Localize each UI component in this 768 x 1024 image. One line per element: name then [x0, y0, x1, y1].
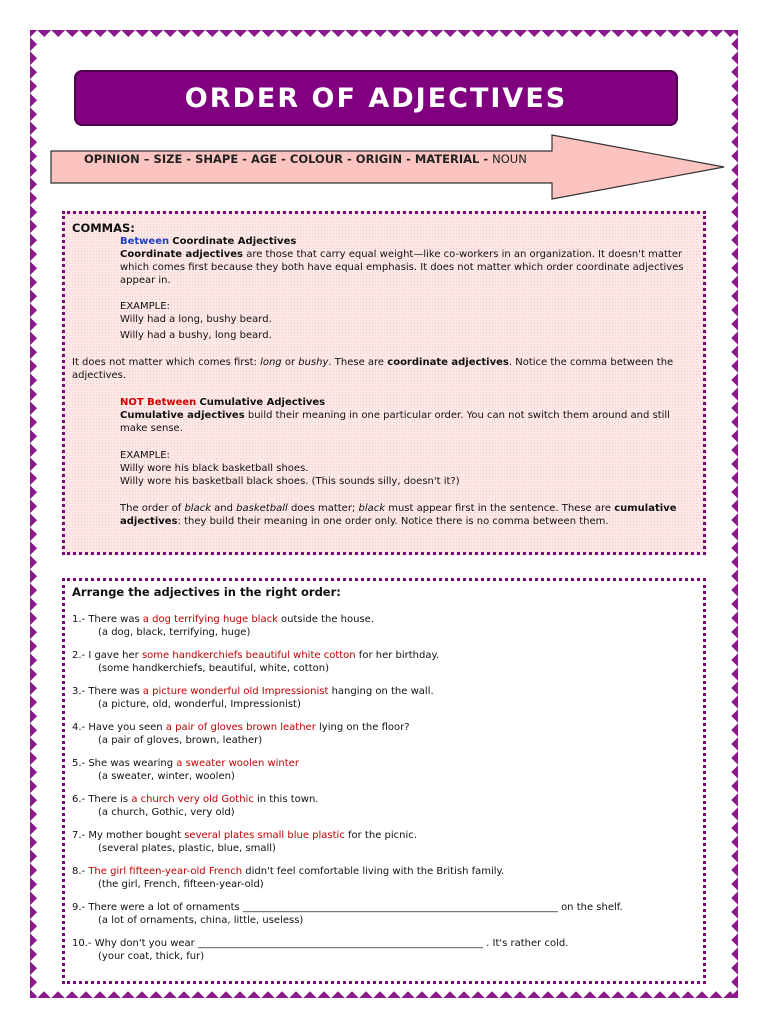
jumbled-adjectives: a sweater woolen winter [176, 758, 299, 769]
exercise-sentence [72, 685, 692, 698]
note-italic: long [260, 357, 282, 368]
note-text: The order of [120, 503, 185, 514]
example-sentence: Willy had a long, bushy beard. [120, 314, 272, 325]
decorative-border-left [30, 30, 44, 998]
exercise-sentence [72, 829, 692, 842]
sentence-text: lying on the floor? [315, 722, 410, 733]
example-label: EXAMPLE: [120, 450, 170, 461]
jumbled-adjectives: a picture wonderful old Impressionist [142, 686, 329, 697]
exercise-hint: (the girl, French, fifteen-year-old) [98, 879, 264, 890]
coordinate-text: are those that carry equal weight—like co-workers in an organization. It doesn't matter which comes first because they both have equal emphasis. It does not matter which order coordinate adjectives appear in. [120, 249, 684, 286]
cumulative-section [72, 396, 692, 528]
sentence-text: 2.- I gave her [72, 650, 142, 661]
adjective-order-sequence [84, 152, 527, 166]
coordinate-definition [120, 248, 692, 287]
cumulative-definition [120, 409, 692, 435]
not-between-title: Cumulative Adjectives [199, 397, 326, 408]
note-italic: black [358, 503, 386, 514]
sentence-text: didn't feel comfortable living with the British family. [242, 866, 505, 877]
not-between-label: NOT Between [120, 397, 197, 408]
exercise-hint: (your coat, thick, fur) [98, 951, 205, 962]
commas-content [72, 222, 692, 528]
note-text: . Notice the comma between the adjectives. [72, 357, 674, 381]
commas-heading: COMMAS: [72, 221, 135, 235]
coordinate-note [72, 356, 692, 382]
decorative-border-bottom [30, 984, 738, 998]
note-text: It does not matter which comes first: [72, 357, 261, 368]
jumbled-adjectives: The girl fifteen-year-old French [88, 866, 243, 877]
sentence-text: for her birthday. [355, 650, 440, 661]
example-label: EXAMPLE: [120, 301, 170, 312]
note-bold: coordinate adjectives [387, 357, 509, 368]
sentence-text: 10.- Why don't you wear _________________________________________________________ . It's rather cold. [72, 938, 569, 949]
exercise-sentence [72, 901, 692, 914]
between-label: Between [120, 236, 170, 247]
cumulative-heading [120, 396, 692, 409]
decorative-border-top [30, 30, 738, 44]
exercise-item [72, 685, 692, 711]
exercise-content [72, 586, 692, 973]
coordinate-term: Coordinate adjectives [120, 249, 244, 260]
exercise-hint: (a dog, black, terrifying, huge) [98, 627, 251, 638]
order-sequence-text: OPINION – SIZE - SHAPE - AGE - COLOUR - ORIGIN - MATERIAL - [84, 152, 489, 166]
jumbled-adjectives: a church very old Gothic [131, 794, 254, 805]
exercise-title: Arrange the adjectives in the right order: [72, 585, 341, 599]
cumulative-note [120, 502, 692, 528]
exercise-hint: (a church, Gothic, very old) [98, 807, 235, 818]
note-italic: bushy [298, 357, 329, 368]
exercise-sentence [72, 649, 692, 662]
exercise-item [72, 829, 692, 855]
exercise-item [72, 901, 692, 927]
sentence-text: hanging on the wall. [328, 686, 434, 697]
example-sentence: Willy wore his black basketball shoes. [120, 463, 309, 474]
sentence-text: 7.- My mother bought [72, 830, 185, 841]
exercise-item [72, 649, 692, 675]
exercise-hint: (some handkerchiefs, beautiful, white, cotton) [98, 663, 329, 674]
sentence-text: 3.- There was [72, 686, 143, 697]
page-title: ORDER OF ADJECTIVES [184, 82, 568, 114]
note-italic: black [184, 503, 211, 514]
jumbled-adjectives: a pair of gloves brown leather [165, 722, 316, 733]
sentence-text: in this town. [253, 794, 319, 805]
order-noun-text: NOUN [492, 152, 527, 166]
note-italic: basketball [236, 503, 288, 514]
exercise-hint: (a pair of gloves, brown, leather) [98, 735, 263, 746]
exercise-sentence [72, 757, 692, 770]
exercise-item [72, 757, 692, 783]
exercise-sentence [72, 865, 692, 878]
note-text: : they build their meaning in one order only. Notice there is no comma between them. [177, 516, 609, 527]
example-sentence: Willy had a bushy, long beard. [120, 330, 272, 341]
sentence-text: for the picnic. [344, 830, 417, 841]
example-sentence: Willy wore his basketball black shoes. (This sounds silly, doesn't it?) [120, 476, 460, 487]
between-title: Coordinate Adjectives [172, 236, 297, 247]
jumbled-adjectives: a dog terrifying huge black [142, 614, 278, 625]
exercise-hint: (a sweater, winter, woolen) [98, 771, 235, 782]
coordinate-section [72, 235, 692, 342]
jumbled-adjectives: some handkerchiefs beautiful white cotton [141, 650, 356, 661]
order-arrow [50, 134, 726, 200]
cumulative-term: Cumulative adjectives [120, 410, 245, 421]
note-text: and [211, 503, 237, 514]
sentence-text: 1.- There was [72, 614, 143, 625]
exercise-hint: (a lot of ornaments, china, little, useless) [98, 915, 304, 926]
exercise-sentence [72, 721, 692, 734]
jumbled-adjectives: several plates small blue plastic [184, 830, 345, 841]
decorative-border-right [724, 30, 738, 998]
exercise-hint: (several plates, plastic, blue, small) [98, 843, 276, 854]
note-text: or [281, 357, 299, 368]
exercise-item [72, 613, 692, 639]
sentence-text: 8.- [72, 866, 89, 877]
exercise-sentence [72, 793, 692, 806]
note-text: . These are [328, 357, 388, 368]
sentence-text: 6.- There is [72, 794, 132, 805]
exercise-item [72, 865, 692, 891]
exercise-item [72, 937, 692, 963]
exercise-sentence [72, 613, 692, 626]
exercise-sentence [72, 937, 692, 950]
exercise-hint: (a picture, old, wonderful, Impressionist) [98, 699, 301, 710]
note-text: does matter; [287, 503, 359, 514]
sentence-text: 9.- There were a lot of ornaments _______________________________________________________________ on the shelf. [72, 902, 623, 913]
coordinate-heading [120, 235, 692, 248]
sentence-text: 4.- Have you seen [72, 722, 166, 733]
sentence-text: 5.- She was wearing [72, 758, 177, 769]
note-text: must appear first in the sentence. These are [385, 503, 615, 514]
sentence-text: outside the house. [277, 614, 375, 625]
exercise-item [72, 721, 692, 747]
note-bold: cumulative adjectives [120, 503, 677, 527]
cumulative-text: build their meaning in one particular order. You can not switch them around and still make sense. [120, 410, 670, 434]
title-banner [74, 70, 678, 126]
exercise-item [72, 793, 692, 819]
